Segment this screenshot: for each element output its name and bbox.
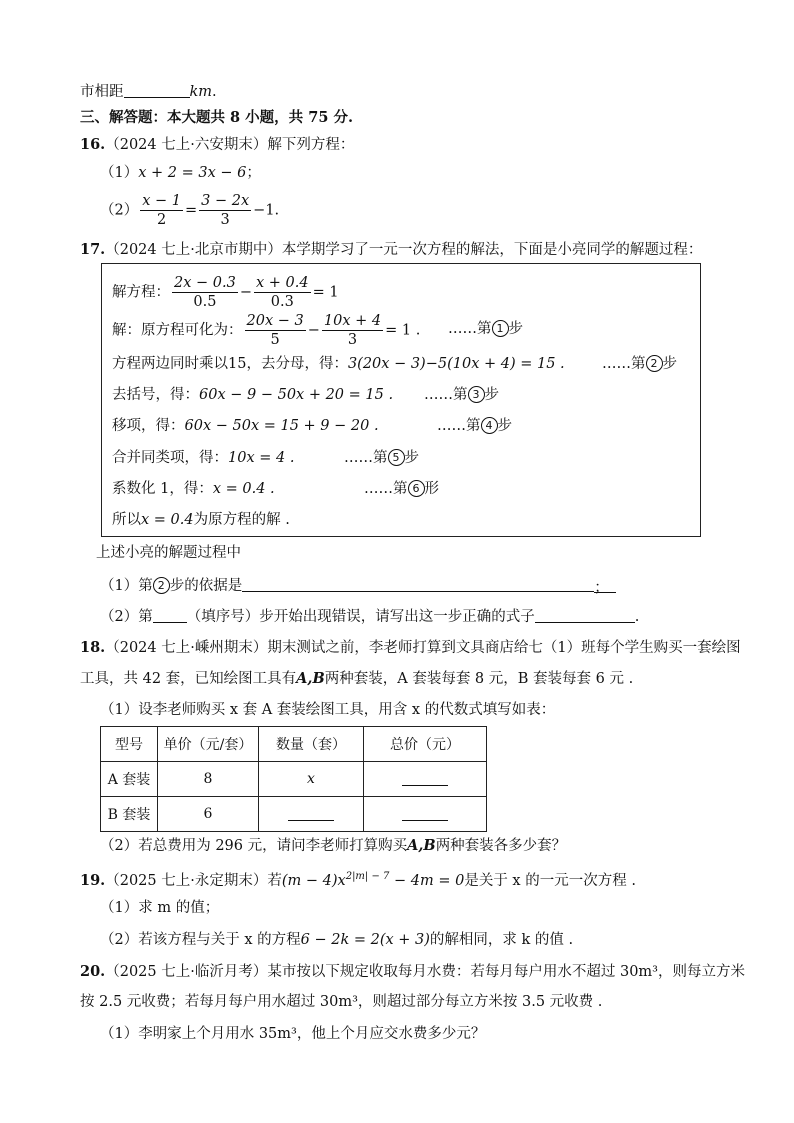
punct: . — [274, 202, 280, 219]
text: 若 — [267, 873, 282, 889]
q18-line2 — [80, 669, 633, 689]
circled-number: 1 — [492, 320, 509, 337]
step-description: 合并同类项，得： — [112, 450, 228, 466]
step-text: 步 — [497, 418, 512, 434]
part-text: 步的依据是 — [169, 578, 243, 594]
period: . — [212, 84, 217, 100]
math-ab: A,B — [407, 837, 436, 854]
math-ab: A,B — [296, 670, 325, 687]
q16-part2: （2） $\frac{x - 1}{2}$ = $\frac{3 - 2x}{3}$ −1. — [100, 193, 280, 228]
fraction — [254, 274, 311, 311]
answer-blank[interactable] — [242, 577, 594, 592]
fraction — [140, 192, 183, 229]
question-number: 20. — [80, 963, 106, 980]
equation: x = 0.4 — [141, 512, 194, 528]
text: 所以 — [112, 512, 141, 528]
question-number: 17. — [80, 241, 106, 258]
answer-blank-end[interactable] — [594, 578, 616, 596]
step-text: 形 — [424, 481, 439, 497]
table-cell: A 套装 — [101, 762, 158, 797]
text: （2）若该方程与关于 x 的方程 — [100, 932, 301, 948]
punct: ； — [246, 165, 261, 181]
text: （2）若总费用为 296 元，请问李老师打算购买 — [100, 838, 408, 854]
denominator: 3 — [220, 212, 230, 228]
denominator: 5 — [270, 332, 280, 348]
part-label: （1） — [100, 165, 139, 181]
question-source: （2025 七上·永定期末） — [105, 873, 268, 889]
q17-after: 上述小亮的解题过程中 — [96, 545, 241, 561]
step-text: ……第 — [424, 387, 468, 403]
step-description: 去括号，得： — [112, 387, 199, 403]
equation: (m − 4)x — [281, 873, 346, 889]
fraction — [199, 192, 251, 229]
step-marker — [364, 479, 439, 499]
question-number: 16. — [80, 136, 106, 153]
equation: 3(20x − 3)−5(10x + 4) = 15 . — [347, 356, 565, 372]
section-heading: 三、解答题：本大题共 8 小题，共 75 分. — [80, 109, 354, 126]
question-20 — [80, 962, 745, 982]
step-marker — [602, 354, 677, 374]
step-text: ……第 — [364, 481, 408, 497]
step-description: 移项，得： — [112, 418, 185, 434]
box-line-5 — [112, 416, 379, 436]
q17-part2 — [100, 607, 639, 627]
fraction — [172, 274, 238, 311]
question-text: 本学期学习了一元一次方程的解法，下面是小亮同学的解题过程： — [281, 242, 703, 258]
question-19 — [80, 867, 636, 891]
equation: 10x = 4 . — [228, 450, 295, 466]
box-line-1: 解方程： $\frac{2x - 0.3}{0.5}$ − $\frac{x + 0.4}{0.3}$ = 1 — [112, 275, 339, 310]
question-text: 期末测试之前，李老师打算到文具商店给七（1）班每个学生购买一套绘图 — [267, 640, 741, 656]
equation: 60x − 9 − 50x + 20 = 15 . — [199, 387, 394, 403]
question-17 — [80, 240, 702, 260]
step-text: 步 — [508, 321, 523, 337]
step-marker — [437, 416, 512, 436]
equation: x = 0.4 . — [212, 481, 275, 497]
table-cell: 8 — [158, 762, 259, 797]
text: 两种套装各多少套？ — [435, 838, 567, 854]
q18-part1: （1）设李老师购买 x 套 A 套装绘图工具，用含 x 的代数式填写如表： — [100, 702, 556, 718]
table-cell — [364, 762, 487, 797]
q16-part1 — [100, 163, 261, 183]
circled-number: 3 — [468, 386, 485, 403]
numerator: 2x − 0.3 — [174, 275, 236, 291]
box-line-8 — [112, 510, 290, 530]
part-label: （2） — [100, 202, 139, 219]
label: 解方程： — [112, 284, 170, 301]
question-source: （2024 七上·北京市期中） — [105, 242, 282, 258]
table-cell: 6 — [158, 797, 259, 832]
q17-part1 — [100, 576, 616, 596]
answer-blank[interactable] — [288, 806, 334, 821]
step-text: ……第 — [344, 450, 388, 466]
box-line-4 — [112, 385, 393, 405]
q18-part2 — [100, 836, 566, 856]
step-marker — [424, 385, 499, 405]
equation-tail: = 1 — [312, 284, 339, 301]
text: 为原方程的解 . — [193, 512, 290, 528]
denominator: 0.5 — [193, 294, 217, 310]
punct: . — [634, 609, 640, 625]
equation: − 4m = 0 — [389, 873, 465, 889]
step-text: ……第 — [437, 418, 481, 434]
answer-blank[interactable] — [402, 771, 448, 786]
denominator: 3 — [347, 332, 358, 348]
answer-blank[interactable] — [124, 83, 190, 98]
question-text: 某市按以下规定收取每月水费：若每月每户用水不超过 30m³，则每立方米 — [267, 964, 745, 980]
box-line-2: 解：原方程可化为： $\frac{20x - 3}{5}$ − $\frac{10x + 4}{3}$ = 1 . — [112, 313, 421, 348]
question-source: （2025 七上·临沂月考） — [105, 964, 268, 980]
continuation-text: 市相距 — [80, 84, 124, 100]
step-text: 步 — [484, 387, 499, 403]
box-line-7 — [112, 479, 275, 499]
label: 解：原方程可化为： — [112, 322, 243, 339]
price-table — [100, 726, 487, 832]
part-label: （2）第 — [100, 609, 153, 625]
text: 是关于 x 的一元一次方程 . — [464, 873, 636, 889]
q20-part1: （1）李明家上个月用水 35m³，他上个月应交水费多少元？ — [100, 1026, 486, 1042]
table-header-row — [101, 727, 487, 762]
step-description: 方程两边同时乘以15，去分母，得： — [112, 356, 348, 372]
table-header: 总价（元） — [364, 727, 487, 762]
numerator: 3 − 2x — [201, 193, 250, 209]
text: 两种套装，A 套装每套 8 元，B 套装每套 6 元 . — [324, 671, 634, 687]
circled-number: 6 — [408, 480, 425, 497]
table-cell: B 套装 — [101, 797, 158, 832]
equation-tail: −1 — [253, 202, 275, 219]
table-cell: x — [259, 762, 364, 797]
answer-blank[interactable] — [402, 806, 448, 821]
box-line-3 — [112, 354, 565, 374]
q20-line2: 按 2.5 元收费；若每月每户用水超过 30m³，则超过部分每立方米按 3.5 元收费 . — [80, 994, 603, 1010]
equation: 6 − 2k = 2(x + 3) — [300, 932, 430, 948]
table-header: 型号 — [101, 727, 158, 762]
question-18 — [80, 638, 741, 658]
circled-number: 2 — [153, 577, 170, 594]
equation: 60x − 50x = 15 + 9 − 20 . — [184, 418, 379, 434]
denominator: 0.3 — [270, 294, 294, 310]
question-16 — [80, 135, 354, 155]
step-marker — [344, 448, 419, 468]
step-text: 步 — [404, 450, 419, 466]
numerator: x + 0.4 — [256, 275, 309, 291]
part-label: （1）第 — [100, 578, 153, 594]
numerator: 20x − 3 — [246, 313, 304, 329]
step-marker — [448, 319, 523, 339]
table-header: 单价（元/套） — [158, 727, 259, 762]
circled-number: 5 — [388, 449, 405, 466]
solution-box — [101, 263, 701, 537]
unit-km: km — [189, 84, 213, 100]
step-text: ……第 — [448, 321, 492, 337]
step-text: 步 — [662, 356, 677, 372]
question-text: 解下列方程： — [267, 137, 355, 153]
question-source: （2024 七上·嵊州期末） — [105, 640, 268, 656]
part-text: （填序号）步开始出现错误，请写出这一步正确的式子 — [186, 609, 535, 625]
text: 的解相同，求 k 的值 . — [429, 932, 574, 948]
q19-part2 — [100, 930, 573, 950]
q19-part1: （1）求 m 的值； — [100, 900, 220, 916]
denominator: 2 — [157, 212, 167, 228]
step-text: ……第 — [602, 356, 646, 372]
question-number: 19. — [80, 872, 106, 889]
punct: ； — [594, 580, 609, 596]
question-number: 18. — [80, 639, 106, 656]
table-header: 数量（套） — [259, 727, 364, 762]
continuation-line — [80, 82, 217, 102]
circled-number: 4 — [481, 417, 498, 434]
box-line-6 — [112, 448, 294, 468]
step-description: 系数化 1，得： — [112, 481, 213, 497]
answer-blank[interactable] — [535, 608, 635, 623]
table-row — [101, 797, 487, 832]
equation: x + 2 = 3x − 6 — [138, 165, 247, 181]
equation-tail: = 1 . — [385, 322, 421, 339]
table-row — [101, 762, 487, 797]
circled-number: 2 — [646, 355, 663, 372]
answer-blank[interactable] — [153, 608, 187, 623]
exponent: 2|m| − 7 — [345, 871, 390, 882]
table-cell — [259, 797, 364, 832]
question-source: （2024 七上·六安期末） — [105, 137, 268, 153]
text: 工具，共 42 套，已知绘图工具有 — [80, 671, 297, 687]
table-cell — [364, 797, 487, 832]
numerator: x − 1 — [142, 193, 182, 209]
fraction — [322, 312, 383, 349]
numerator: 10x + 4 — [323, 313, 382, 329]
fraction — [245, 312, 306, 349]
